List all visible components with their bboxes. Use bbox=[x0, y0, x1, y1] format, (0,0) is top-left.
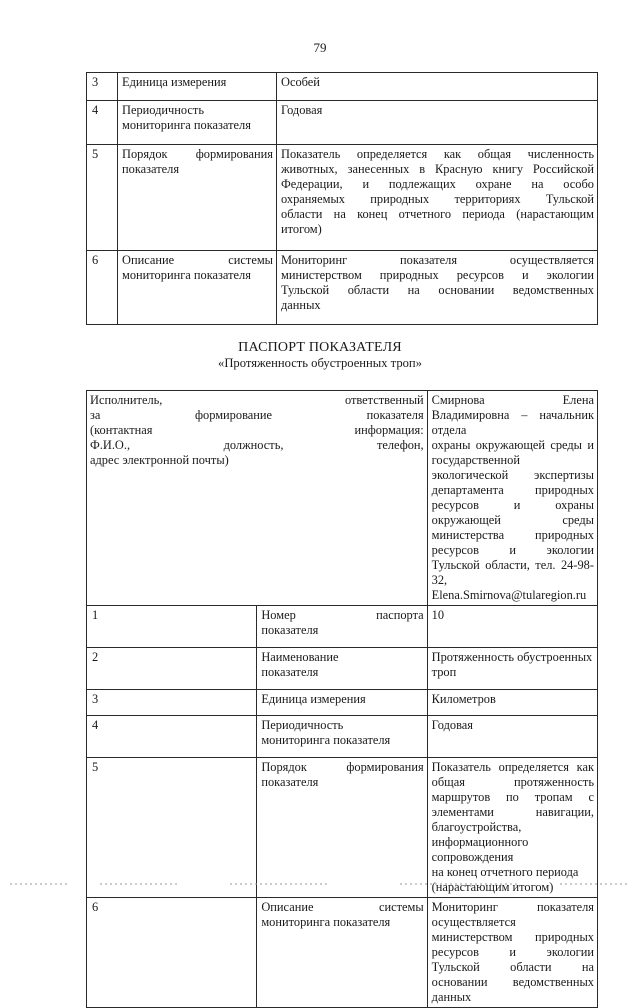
row-value bbox=[427, 606, 597, 648]
row-label bbox=[257, 758, 427, 898]
row-number: 3 bbox=[87, 690, 257, 716]
row-value bbox=[277, 73, 598, 101]
value-line: Особей bbox=[281, 75, 320, 89]
value-line: охраняемых природных территориях Тульской bbox=[281, 192, 594, 206]
row-value bbox=[277, 101, 598, 145]
row-number: 5 bbox=[87, 758, 257, 898]
value-line: Мониторинг показателя осуществляется bbox=[431, 900, 594, 929]
value-line: Протяженность обустроенных троп bbox=[431, 650, 593, 679]
row-label bbox=[118, 145, 277, 251]
row-number: 2 bbox=[87, 648, 257, 690]
table-row bbox=[87, 716, 598, 758]
value-line: ресурсов и охраны окружающей среды bbox=[431, 498, 594, 527]
executor-label bbox=[87, 391, 428, 606]
executor-row bbox=[87, 391, 598, 606]
label-line: Описание системы bbox=[261, 900, 424, 914]
value-line: данных bbox=[431, 990, 472, 1004]
value-line: области на конец отчетного периода (нарастающим bbox=[281, 207, 594, 221]
value-line: маршрутов по тропам с элементами навигации, bbox=[431, 790, 594, 819]
table-row bbox=[87, 898, 598, 1008]
row-value bbox=[427, 648, 597, 690]
row-label bbox=[257, 690, 427, 716]
label-line: Исполнитель, ответственный bbox=[90, 393, 424, 407]
value-line: Показатель определяется как общая протяженность bbox=[431, 760, 594, 789]
value-line: данных bbox=[281, 298, 321, 312]
row-label bbox=[257, 648, 427, 690]
row-number: 3 bbox=[87, 73, 118, 101]
table-row bbox=[87, 101, 598, 145]
label-line: мониторинга показателя bbox=[122, 118, 251, 132]
label-line: Порядок формирования bbox=[122, 147, 273, 161]
value-line: Показатель определяется как общая численность bbox=[281, 147, 594, 161]
value-line: Смирнова Елена Владимировна – начальник отдела bbox=[431, 393, 594, 437]
label-line: за формирование показателя bbox=[90, 408, 424, 422]
page-number: 79 bbox=[313, 40, 327, 55]
row-value bbox=[277, 145, 598, 251]
value-line: 10 bbox=[431, 608, 445, 622]
label-line: мониторинга показателя bbox=[261, 733, 391, 747]
label-line: мониторинга показателя bbox=[122, 268, 251, 282]
value-line: итогом) bbox=[281, 222, 322, 236]
label-line: показателя bbox=[122, 162, 180, 176]
value-line: министерства природных ресурсов и экологии bbox=[431, 528, 594, 557]
value-line: Тульской области на основании ведомственных bbox=[431, 960, 594, 989]
row-label bbox=[118, 101, 277, 145]
scan-artifact-marks bbox=[0, 882, 640, 886]
label-line: показателя bbox=[261, 665, 319, 679]
row-label bbox=[257, 898, 427, 1008]
label-line: Номер паспорта bbox=[261, 608, 424, 622]
table-row bbox=[87, 758, 598, 898]
value-line: министерством природных ресурсов и экологии bbox=[281, 268, 594, 282]
value-line: Годовая bbox=[281, 103, 323, 117]
row-number: 1 bbox=[87, 606, 257, 648]
row-number: 5 bbox=[87, 145, 118, 251]
row-label bbox=[257, 606, 427, 648]
row-number: 4 bbox=[87, 716, 257, 758]
value-line: Тульской области на основании ведомственных bbox=[281, 283, 594, 297]
label-line: показателя bbox=[261, 623, 319, 637]
passport-table bbox=[86, 390, 598, 1008]
table-row bbox=[87, 251, 598, 325]
row-label bbox=[257, 716, 427, 758]
row-value bbox=[427, 758, 597, 898]
label-line: показателя bbox=[261, 775, 319, 789]
label-line: адрес электронной почты) bbox=[90, 453, 229, 467]
value-line: благоустройства, информационного сопровождения bbox=[431, 820, 529, 864]
row-label bbox=[118, 251, 277, 325]
value-line: Тульской области, тел. 24-98-32, bbox=[431, 558, 594, 587]
row-value bbox=[427, 898, 597, 1008]
table-row bbox=[87, 690, 598, 716]
label-line: Единица измерения bbox=[122, 75, 227, 89]
label-line: Периодичность bbox=[261, 718, 344, 732]
row-label bbox=[118, 73, 277, 101]
value-line: Федерации, и подлежащих охране на особо bbox=[281, 177, 594, 191]
value-line: Годовая bbox=[431, 718, 473, 732]
indicator-table-top bbox=[86, 72, 598, 325]
value-line: экологической экспертизы департамента природных bbox=[431, 468, 594, 497]
table-row bbox=[87, 648, 598, 690]
row-number: 6 bbox=[87, 898, 257, 1008]
label-line: (контактная информация: bbox=[90, 423, 424, 437]
label-line: Периодичность bbox=[122, 103, 204, 117]
value-line: охраны окружающей среды и государственной bbox=[431, 438, 594, 467]
label-line: Единица измерения bbox=[261, 692, 366, 706]
email-line: Elena.Smirnova@tularegion.ru bbox=[431, 588, 587, 602]
table-row bbox=[87, 606, 598, 648]
row-value bbox=[427, 716, 597, 758]
label-line: Наименование bbox=[261, 650, 339, 664]
table-row bbox=[87, 145, 598, 251]
value-line: животных, занесенных в Красную книгу Российской bbox=[281, 162, 594, 176]
passport-subtitle: «Протяженность обустроенных троп» bbox=[218, 356, 422, 370]
label-line: Описание системы bbox=[122, 253, 273, 267]
row-value bbox=[277, 251, 598, 325]
label-line: мониторинга показателя bbox=[261, 915, 391, 929]
value-line: на конец отчетного периода (нарастающим итогом) bbox=[431, 865, 579, 894]
row-value bbox=[427, 690, 597, 716]
value-line: Мониторинг показателя осуществляется bbox=[281, 253, 594, 267]
executor-value bbox=[427, 391, 597, 606]
row-number: 6 bbox=[87, 251, 118, 325]
row-number: 4 bbox=[87, 101, 118, 145]
value-line: министерством природных ресурсов и экологии bbox=[431, 930, 594, 959]
table-row bbox=[87, 73, 598, 101]
label-line: Ф.И.О., должность, телефон, bbox=[90, 438, 424, 452]
label-line: Порядок формирования bbox=[261, 760, 424, 774]
passport-title: ПАСПОРТ ПОКАЗАТЕЛЯ bbox=[238, 340, 402, 355]
value-line: Километров bbox=[431, 692, 496, 706]
